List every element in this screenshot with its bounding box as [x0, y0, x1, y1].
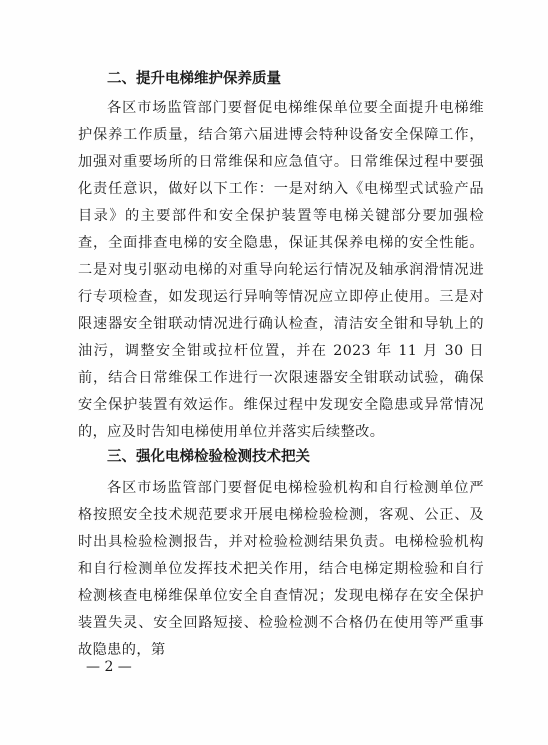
section-heading-maintenance-quality: 二、提升电梯维护保养质量 [107, 71, 281, 87]
page-number: — 2 — [86, 659, 132, 675]
section-heading-inspection-control: 三、强化电梯检验检测技术把关 [107, 449, 310, 465]
section-paragraph-maintenance-quality: 各区市场监管部门要督促电梯维保单位要全面提升电梯维护保养工作质量，结合第六届进博会特种设备安全保障工作，加强对重要场所的日常维保和应急值守。日常维保过程中要强化责任意识，做好以下工作：一是对纳入《电梯型式试验产品目录》的主要部件和安全保护装置等电梯关键部分要加强检查，全面排查电梯的安全隐患，保证其保养电梯的安全性能。二是对曳引驱动电梯的对重导向轮运行情况及轴承润滑情况进行专项检查，如发现运行异响等情况应立即停止使用。三是对限速器安全钳联动情况进行确认检查，清洁安全钳和导轨上的油污，调整安全钳或拉杆位置，并在 2023 年 11 月 30 日前，结合日常维保工作进行一次限速器安全钳联动试验，确保安全保护装置有效运作。维保过程中发现安全隐患或异常情况的，应及时告知电梯使用单位并落实后续整改。 [78, 100, 484, 440]
section-paragraph-inspection-control: 各区市场监管部门要督促电梯检验机构和自行检测单位严格按照安全技术规范要求开展电梯检验检测，客观、公正、及时出具检验检测报告，并对检验检测结果负责。电梯检验机构和自行检测单位发挥技术把关作用，结合电梯定期检验和自行检测核查电梯维保单位安全自查情况；发现电梯存在安全保护装置失灵、安全回路短接、检验检测不合格仍在使用等严重事故隐患的，第 [78, 480, 484, 658]
